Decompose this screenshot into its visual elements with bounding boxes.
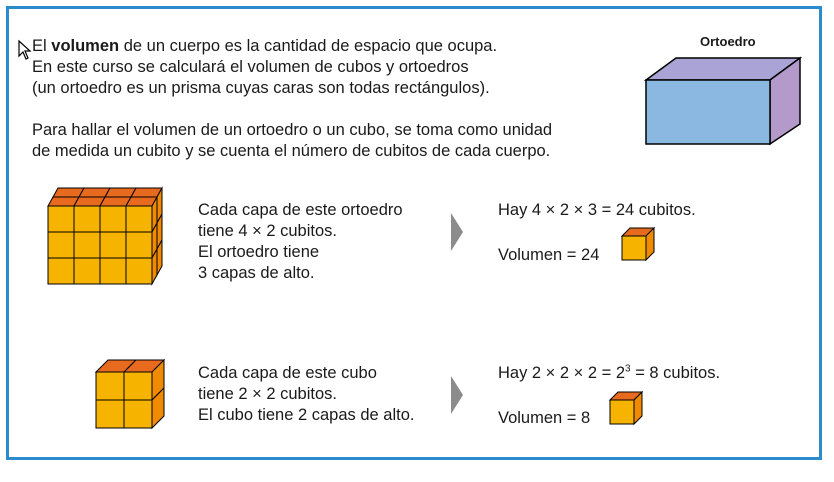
ortoedro-figure <box>640 56 802 146</box>
cubito-front <box>126 206 152 232</box>
mouse-cursor-icon <box>18 40 32 60</box>
cubito-front <box>126 232 152 258</box>
figure-caption: Ortoedro <box>700 34 756 49</box>
unit-cube-icon <box>622 228 656 262</box>
keyword-volumen: volumen <box>51 37 120 55</box>
cubito-front <box>100 206 126 232</box>
cubito-front <box>96 372 124 400</box>
cuboid-4x2x3-figure <box>48 188 183 288</box>
cubito-front <box>622 236 646 260</box>
cubito-front <box>48 232 74 258</box>
intro-paragraph: El volumen de un cuerpo es la cantidad de espacio que ocupa. En este curso se calculará el volumen de cubos y ortoedros (un ortoedro es un prisma cuyas caras son todas rectángulos). <box>32 37 498 97</box>
method-paragraph: Para hallar el volumen de un ortoedro o un cubo, se toma como unidad de medida un cubito y se cuenta el número de cubitos de cada cuerpo. <box>32 121 553 160</box>
cubito-front <box>100 232 126 258</box>
example2-result: Hay $2 \times 2 \times 2 = 2^3 = 8$ cubitos. <box>498 363 721 382</box>
cubito-front <box>48 258 74 284</box>
cubito-front <box>126 258 152 284</box>
cubito-front <box>48 206 74 232</box>
cubito-front <box>610 400 634 424</box>
example1-result: Hay 4 × 2 × 3 = 24 cubitos. <box>498 201 696 219</box>
example1-volume: Volumen = 24 <box>498 246 600 264</box>
cubito-front <box>124 400 152 428</box>
cube-2x2x2-figure <box>96 360 176 436</box>
arrow-right-icon <box>450 212 464 252</box>
cubito-front <box>100 258 126 284</box>
unit-cube-icon <box>610 392 644 426</box>
arrow-right-icon <box>450 375 464 415</box>
cubito-front <box>96 400 124 428</box>
cubito-front <box>74 258 100 284</box>
example2-volume: Volumen = 8 <box>498 409 591 427</box>
cubito-front <box>124 372 152 400</box>
cubito-front <box>74 232 100 258</box>
cubito-front <box>74 206 100 232</box>
example1-description: Cada capa de este ortoedro tiene 4 × 2 cubitos. El ortoedro tiene 3 capas de alto. <box>198 201 403 282</box>
example2-description: Cada capa de este cubo tiene 2 × 2 cubitos. El cubo tiene 2 capas de alto. <box>198 364 415 424</box>
